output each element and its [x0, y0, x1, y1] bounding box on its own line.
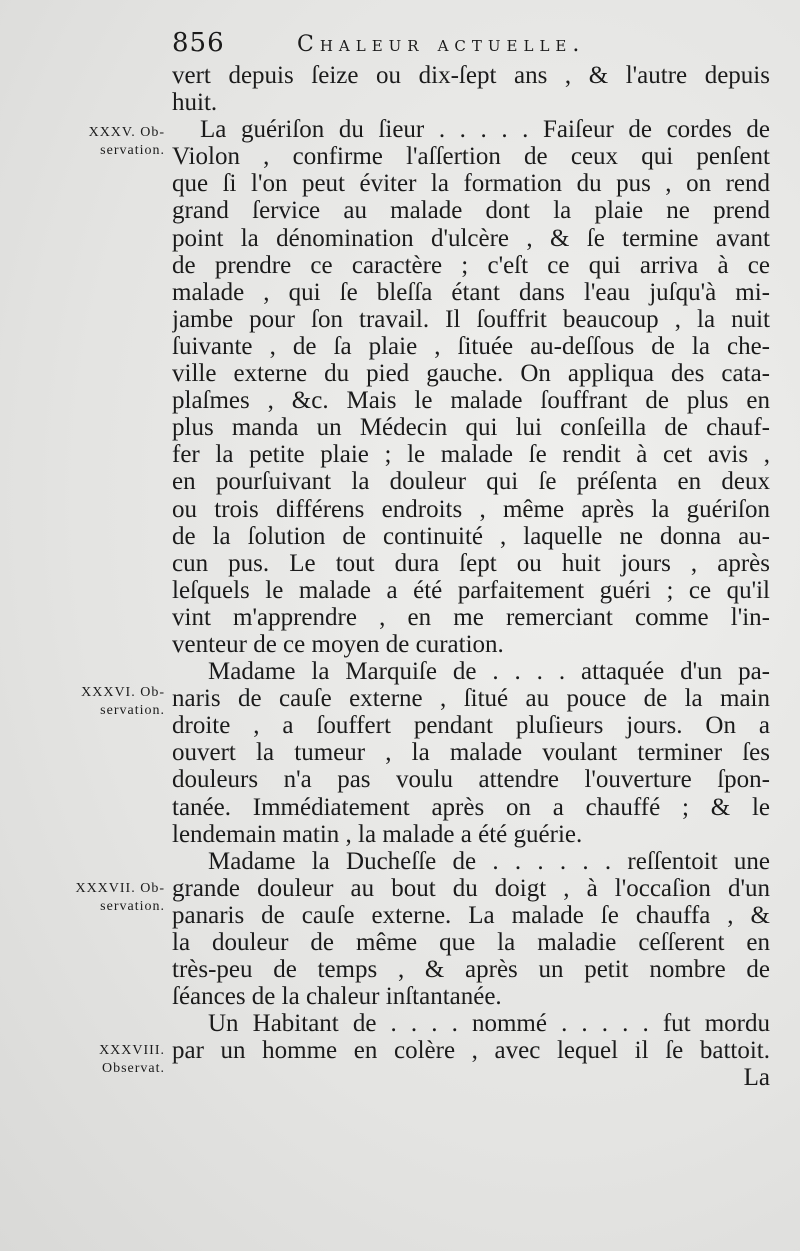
text-line: Madame la Ducheſſe de . . . . . . reſſentoit une	[208, 847, 770, 875]
text-line: très-peu de temps , & après un petit nombre de	[172, 956, 770, 984]
text-line: leſquels le malade a été parfaitement guéri ; ce qu'il	[172, 576, 770, 604]
margin-note-line: XXXV. Ob-	[88, 125, 165, 140]
text-line: ſéances de la chaleur inſtantanée.	[172, 983, 502, 1011]
margin-note-line: XXXVIII.	[99, 1043, 165, 1058]
margin-note-line: servation.	[100, 143, 165, 158]
text-line: grand ſervice au malade dont la plaie ne prend	[172, 197, 770, 225]
text-line: ville externe du pied gauche. On appliqua des cata-	[172, 360, 770, 388]
margin-note-36	[40, 684, 165, 720]
text-line: ſuivante , de ſa plaie , ſituée au-deſſous de la che-	[172, 332, 770, 360]
text-line: cun pus. Le tout dura ſept ou huit jours , après	[172, 549, 770, 577]
text-line: que ſi l'on peut éviter la formation du pus , on rend	[172, 170, 770, 198]
text-line: naris de cauſe externe , ſitué au pouce de la main	[172, 685, 770, 713]
text-line: ouvert la tumeur , la malade voulant terminer ſes	[172, 739, 770, 767]
page-number: 856	[172, 28, 225, 58]
text-line: vert depuis ſeize ou dix-ſept ans , & l'autre depuis	[172, 62, 770, 89]
margin-note-line: XXXVI. Ob-	[81, 685, 165, 700]
text-line: ou trois différens endroits , même après la guériſon	[172, 495, 770, 523]
text-line: panaris de cauſe externe. La malade ſe chauffa , &	[172, 901, 770, 929]
margin-note-line: XXXVII. Ob-	[75, 881, 165, 896]
text-line: de la ſolution de continuité , laquelle ne donna au-	[172, 522, 770, 550]
margin-note-line: servation.	[100, 899, 165, 914]
text-line: vint m'apprendre , en me remerciant comme l'in-	[172, 603, 770, 631]
text-line: fer la petite plaie ; le malade ſe rendit à cet avis ,	[172, 441, 770, 469]
text-line: lendemain matin , la malade a été guérie.	[172, 820, 583, 848]
text-line: venteur de ce moyen de curation.	[172, 630, 504, 658]
text-line: point la dénomination d'ulcère , & ſe termine avant	[172, 224, 770, 252]
text-line: plus manda un Médecin qui lui conſeilla de chauf-	[172, 414, 770, 442]
text-line: Un Habitant de . . . . nommé . . . . . fut mordu	[208, 1010, 770, 1038]
margin-note-35	[40, 124, 165, 160]
text-line: huit.	[172, 89, 218, 117]
running-title: Chaleur actuelle.	[297, 32, 586, 57]
catchword: La	[743, 1064, 770, 1092]
text-line: la douleur de même que la maladie ceſſerent en	[172, 929, 770, 956]
text-line: de prendre ce caractère ; c'eſt ce qui arriva à ce	[172, 251, 770, 279]
text-line: grande douleur au bout du doigt , à l'occaſion d'un	[172, 874, 770, 902]
text-line: plaſmes , &c. Mais le malade ſouffrant de plus en	[172, 387, 770, 415]
text-line: Madame la Marquiſe de . . . . attaquée d'un pa-	[208, 658, 770, 686]
text-line: Violon , confirme l'aſſertion de ceux qui penſent	[172, 143, 770, 171]
text-line: en pourſuivant la douleur qui ſe préſenta en deux	[172, 468, 770, 496]
margin-note-38	[40, 1042, 165, 1078]
margin-note-line: servation.	[100, 703, 165, 718]
text-line: malade , qui ſe bleſſa étant dans l'eau juſqu'à mi-	[172, 278, 770, 306]
text-line: tanée. Immédiatement après on a chauffé ; & le	[172, 793, 770, 821]
text-line: douleurs n'a pas voulu attendre l'ouverture ſpon-	[172, 766, 770, 794]
text-line: La guériſon du ſieur . . . . . Faiſeur de cordes de	[200, 116, 770, 144]
body-text	[172, 62, 770, 1092]
text-line: par un homme en colère , avec lequel il ſe battoit.	[172, 1037, 770, 1065]
margin-note-line: Observat.	[101, 1061, 165, 1076]
margin-note-37	[40, 880, 165, 916]
text-line: droite , a ſouffert pendant pluſieurs jours. On a	[172, 712, 770, 740]
text-line: jambe pour ſon travail. Il ſouffrit beaucoup , la nuit	[172, 305, 770, 333]
